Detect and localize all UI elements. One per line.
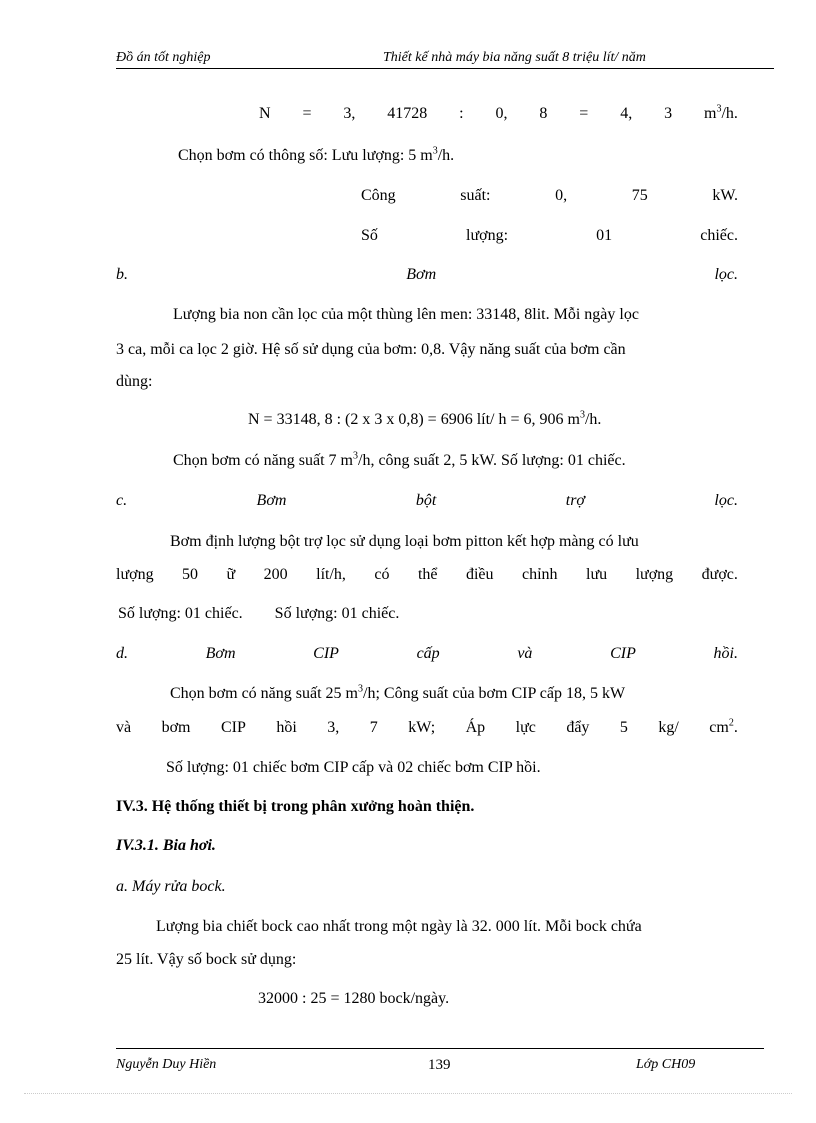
word: 01 [596,227,613,244]
word: 3, [327,719,340,736]
line-2: Chọn bơm có thông số: Lưu lượng: 5 $m^3/h$. [178,145,455,164]
word: thể [417,566,438,583]
word: suất: [460,187,491,204]
word: Bơm [406,266,437,283]
word: 50 [182,566,199,583]
item-heading: a. Máy rửa bock. [116,878,226,895]
word: = [579,105,589,122]
word: 5 [619,719,628,736]
word: b. [116,266,128,283]
word: lượng: [466,227,509,244]
line-7: 3 ca, mỗi ca lọc 2 giờ. Hệ số sử dụng của bơm: 0,8. Vậy năng suất của bơm cần [116,341,626,358]
line-23: 25 lít. Vậy số bock sử dụng: [116,951,297,968]
line-10: Chọn bơm có năng suất 7 $m^3/h$, công suất 2, 5 kW. Số lượng: 01 chiếc. [173,450,626,469]
line-18: Số lượng: 01 chiếc bơm CIP cấp và 02 chiếc bơm CIP hồi. [166,759,541,776]
word: = [302,105,312,122]
line-14: Số lượng: 01 chiếc. Số lượng: 01 chiếc. [118,605,400,622]
word: chỉnh [521,566,558,583]
word: Áp [465,719,486,736]
word: chiếc. [700,227,738,244]
word: lít/h, [316,566,346,583]
word: lực [515,719,536,736]
word: lọc. [714,266,738,283]
word: trợ [565,492,585,509]
word: điều [465,566,494,583]
line-22: Lượng bia chiết bock cao nhất trong một ngày là 32. 000 lít. Mỗi bock chứa [156,918,642,935]
line-15-heading [116,644,738,664]
line-1 [259,104,738,124]
line-3 [361,186,738,206]
word: ữ [226,566,236,583]
page-footer [116,1048,764,1073]
line-12: Bơm định lượng bột trợ lọc sử dụng loại bơm pitton kết hợp màng có lưu [170,533,639,550]
word: lượng [116,566,154,583]
word: Số [361,227,378,244]
word: cấp [416,645,440,662]
word: 7 [369,719,378,736]
line-9: N = 33148, 8 : (2 x 3 x 0,8) = 6906 lít/ h = 6, 906 $m^3/h$. [248,409,602,428]
section-heading: IV.3. Hệ thống thiết bị trong phân xưởng hoàn thiện. [116,798,475,815]
word: Công [361,187,396,204]
subsection-heading: IV.3.1. Bia hơi. [116,837,216,854]
word: kg/ [658,719,679,736]
word: Bơm [256,492,287,509]
word: 0, [495,105,508,122]
word: có [374,566,390,583]
word: bơm [161,719,191,736]
word: đẩy [566,719,590,736]
word: được. [701,566,738,583]
line-16: Chọn bơm có năng suất 25 $m^3/h$; Công suất của bơm CIP cấp 18, 5 kW [170,683,626,702]
line-13 [116,565,738,585]
word: bột [415,492,437,509]
word: c. [116,492,128,509]
page-edge-divider [24,1093,792,1094]
word: và [517,645,533,662]
line-4 [361,226,738,246]
word: 8 [539,105,548,122]
page-header [116,48,774,69]
word: kW; [408,719,436,736]
line-8: dùng: [116,373,153,390]
word: hồi [276,719,297,736]
footer-author: Nguyễn Duy Hiền [116,1057,217,1072]
word: : [459,105,464,122]
word: $m^3/h$. [703,103,738,122]
word: 0, [555,187,568,204]
word: kW. [712,187,738,204]
line-5-heading [116,265,738,285]
word: 200 [263,566,288,583]
header-right: Thiết kế nhà máy bia năng suất 8 triệu lít/ năm [383,50,646,65]
word: hồi. [713,645,738,662]
word: 41728 [387,105,428,122]
line-11-heading [116,491,738,511]
word: và [116,719,132,736]
word: CIP [313,645,339,662]
line-6: Lượng bia non cần lọc của một thùng lên men: 33148, 8lit. Mỗi ngày lọc [173,306,639,323]
word: $cm^2$. [709,717,738,736]
page-number: 139 [428,1057,451,1073]
footer-class: Lớp CH09 [636,1057,696,1072]
word: lọc. [714,492,738,509]
header-left: Đồ án tốt nghiệp [116,50,211,65]
line-17 [116,718,738,738]
word: CIP [220,719,246,736]
line-24: 32000 : 25 = 1280 bock/ngày. [258,990,450,1007]
word: 4, [620,105,633,122]
word: N [259,105,271,122]
word: Bơm [205,645,236,662]
word: lượng [635,566,674,583]
word: CIP [610,645,636,662]
word: 3, [343,105,356,122]
word: lưu [586,566,608,583]
word: 75 [631,187,648,204]
word: d. [116,645,128,662]
word: 3 [664,105,673,122]
